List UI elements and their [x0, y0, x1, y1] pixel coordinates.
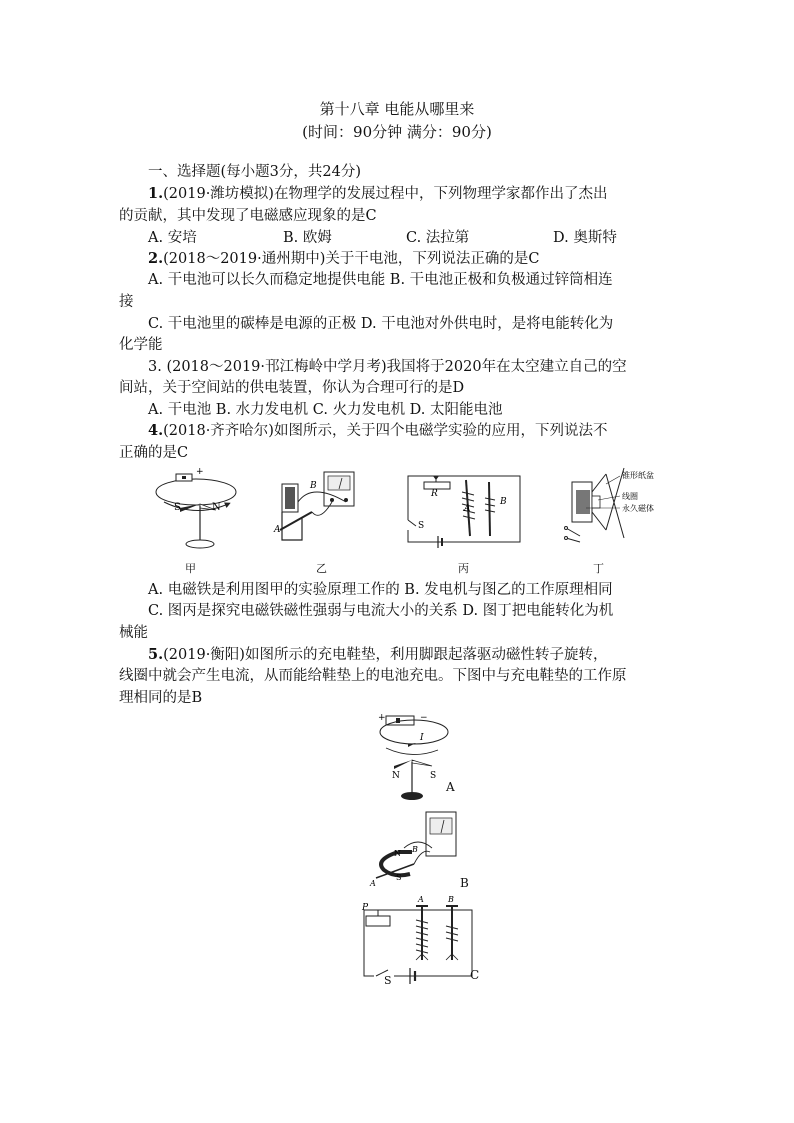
option-a-label: A — [446, 780, 455, 794]
q1-option-b: B. 欧姆 — [283, 230, 332, 246]
label-magnet: 永久磁体 — [622, 504, 654, 513]
label-a: A — [464, 504, 471, 514]
q2-line: 2.(2018～2019·通州期中)关于干电池，下列说法正确的是C — [148, 250, 540, 267]
label-b: B — [500, 497, 507, 507]
label-coil: 线圈 — [622, 492, 638, 501]
q2-line: 化学能 — [119, 337, 163, 353]
label-b: B — [310, 481, 317, 491]
label-s: S — [174, 502, 181, 513]
label-a: A — [418, 895, 424, 904]
figure-yi-induction — [272, 462, 372, 550]
option-c-label: C — [470, 968, 480, 982]
q4-line: 4.(2018·齐齐哈尔)如图所示，关于四个电磁学实验的应用，下列说法不 — [148, 422, 608, 439]
minus-sign: − — [420, 713, 428, 723]
q3-line: 3. (2018～2019·邗江梅岭中学月考)我国将于2020年在太空建立自己的空 — [148, 359, 627, 375]
label-s: S — [430, 771, 437, 781]
q2-line: C. 干电池里的碳棒是电源的正极 D. 干电池对外供电时，是将电能转化为 — [148, 316, 614, 332]
option-b-label: B — [460, 876, 469, 890]
label-cone: 锥形纸盆 — [622, 471, 654, 480]
q2-line: A. 干电池可以长久而稳定地提供电能 B. 干电池正极和负极通过锌筒相连 — [148, 272, 613, 288]
figure-option-c — [360, 896, 480, 986]
caption-ding: 丁 — [593, 562, 604, 575]
page-subtitle: (时间：90分钟 满分：90分) — [302, 123, 492, 141]
q1-option-c: C. 法拉第 — [406, 230, 470, 246]
figure-ding-speaker — [562, 462, 692, 550]
caption-jia: 甲 — [185, 562, 196, 575]
label-r: R — [431, 489, 438, 499]
figure-option-b — [370, 808, 470, 890]
plus-sign: + — [378, 713, 386, 723]
plus-sign: + — [196, 467, 204, 477]
q4-line: 正确的是C — [119, 445, 189, 461]
q3-line: A. 干电池 B. 水力发电机 C. 火力发电机 D. 太阳能电池 — [148, 402, 503, 418]
caption-bing: 丙 — [458, 562, 469, 575]
label-n: N — [212, 502, 221, 513]
q5-line: 线圈中就会产生电流，从而能给鞋垫上的电池充电。下图中与充电鞋垫的工作原 — [119, 668, 627, 684]
label-b: B — [448, 895, 454, 904]
label-i: I — [420, 733, 424, 743]
label-p: P — [362, 903, 369, 913]
q5-line: 5.(2019·衡阳)如图所示的充电鞋垫，利用脚跟起落驱动磁性转子旋转， — [148, 646, 608, 663]
q4-line: C. 图丙是探究电磁铁磁性强弱与电流大小的关系 D. 图丁把电能转化为机 — [148, 603, 614, 619]
label-a: A — [370, 879, 376, 888]
label-s: S — [418, 521, 425, 531]
q3-line: 间站，关于空间站的供电装置，你认为合理可行的是D — [119, 380, 465, 396]
q1-line: 的贡献，其中发现了电磁感应现象的是C — [119, 208, 377, 224]
q2-line: 接 — [119, 294, 134, 310]
label-n: N — [392, 771, 400, 781]
label-b: B — [412, 845, 418, 854]
figure-jia-oersted — [150, 462, 250, 550]
q4-line: A. 电磁铁是利用图甲的实验原理工作的 B. 发电机与图乙的工作原理相同 — [148, 582, 613, 598]
page-title: 第十八章 电能从哪里来 — [319, 100, 475, 118]
label-a: A — [274, 525, 281, 535]
q1-option-d: D. 奥斯特 — [553, 230, 617, 246]
q1-option-a: A. 安培 — [148, 230, 197, 246]
q4-line: 械能 — [119, 625, 148, 641]
figure-option-a — [372, 708, 472, 804]
q5-line: 理相同的是B — [119, 690, 203, 706]
label-s: S — [396, 873, 402, 882]
caption-yi: 乙 — [316, 562, 327, 575]
label-n: N — [394, 849, 401, 858]
figure-bing-electromagnet — [404, 466, 524, 546]
label-s: S — [384, 974, 392, 987]
section-heading: 一、选择题(每小题3分，共24分) — [148, 164, 361, 180]
q1-line: 1.(2019·潍坊模拟)在物理学的发展过程中，下列物理学家都作出了杰出 — [148, 185, 608, 202]
